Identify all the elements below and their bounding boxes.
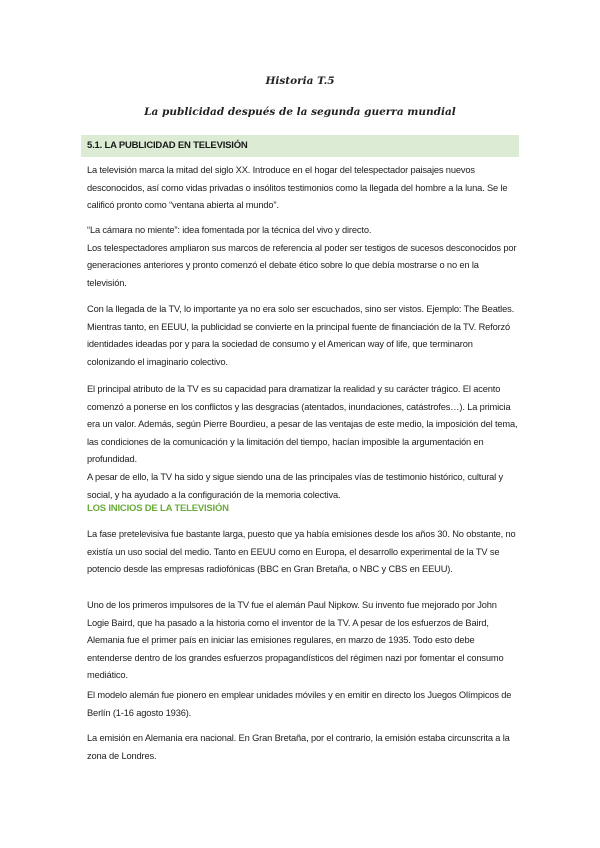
paragraph xyxy=(87,301,519,371)
paragraph xyxy=(87,222,519,292)
paragraph-text: Con la llegada de la TV, lo importante ya no era solo ser escuchados, sino ser vistos. Ejemplo: The Beatles. Mientras tanto, en EEUU, la publicidad se convierte en la principal fuente de financiación de la TV. Reforzó identidades ideadas por y para la sociedad de consumo y el American way of life, que terminaron colonizando el imaginario colectivo. xyxy=(87,304,515,367)
paragraph-text: El principal atributo de la TV es su capacidad para dramatizar la realidad y su carácter trágico. El acento comenzó a ponerse en los conflictos y las desgracias (atentados, inundaciones, catástrofes…). La primicia era un valor. Además, según Pierre Bourdieu, a pesar de las ventajas de este medio, la imposición del tema, las condiciones de la comunicación y la limitación del tiempo, hacían imposible la argumentación en profundidad. xyxy=(87,384,518,465)
paragraph-text: A pesar de ello, la TV ha sido y sigue siendo una de las principales vías de testimonio histórico, cultural y social, y ha ayudado a la configuración de la memoria colectiva. xyxy=(87,471,504,500)
paragraph xyxy=(87,526,519,579)
document-subtitle: La publicidad después de la segunda guerra mundial xyxy=(144,106,456,118)
paragraph xyxy=(87,730,519,765)
paragraph-text: La emisión en Alemania era nacional. En Gran Bretaña, por el contrario, la emisión estaba circunscrita a la zona de Londres. xyxy=(87,733,510,761)
paragraph-text: La televisión marca la mitad del siglo XX. Introduce en el hogar del telespectador paisajes nuevos desconocidos, así como vidas privadas o insólitos testimonios como la llegada del hombre a la luna. Se le calificó pronto como “ventana abierta al mundo”. xyxy=(87,165,508,211)
section-heading: 5.1. LA PUBLICIDAD EN TELEVISIÓN xyxy=(87,140,248,151)
subheading: LOS INICIOS DE LA TELEVISIÓN xyxy=(87,503,229,514)
paragraph xyxy=(87,597,519,685)
paragraph-text: El modelo alemán fue pionero en emplear unidades móviles y en emitir en directo los Juegos Olímpicos de Berlín (1-16 agosto 1936). xyxy=(87,690,512,718)
paragraph xyxy=(87,687,519,722)
section-heading-bar xyxy=(81,135,519,157)
paragraph-text: La fase pretelevisiva fue bastante larga, puesto que ya había emisiones desde los años 30. No obstante, no existía un uso social del medio. Tanto en EEUU como en Europa, el desarrollo experimental de la TV se potencio desde las empresas radiofónicas (BBC en Gran Bretaña, o NBC y CBS en EEUU). xyxy=(87,529,516,575)
paragraph-text: “La cámara no miente”: idea fomentada por la técnica del vivo y directo. xyxy=(87,225,372,235)
paragraph-text: Los telespectadores ampliaron sus marcos de referencia al poder ser testigos de sucesos desconocidos por generaciones anteriores y pronto comenzó el debate ético sobre lo que debía mostrarse o no en la televisión. xyxy=(87,242,517,288)
paragraph xyxy=(87,162,519,215)
document-title: Historia T.5 xyxy=(265,75,335,87)
paragraph-text: Uno de los primeros impulsores de la TV fue el alemán Paul Nipkow. Su invento fue mejorado por John Logie Baird, que ha pasado a la historia como el inventor de la TV. A pesar de los esfuerzos de Baird, Alemania fue el primer país en iniciar las emisiones regulares, en marzo de 1935. Todo esto debe entenderse dentro de los grandes esfuerzos propagandísticos del régimen nazi por fomentar el consumo mediático. xyxy=(87,600,504,681)
paragraph xyxy=(87,381,519,504)
